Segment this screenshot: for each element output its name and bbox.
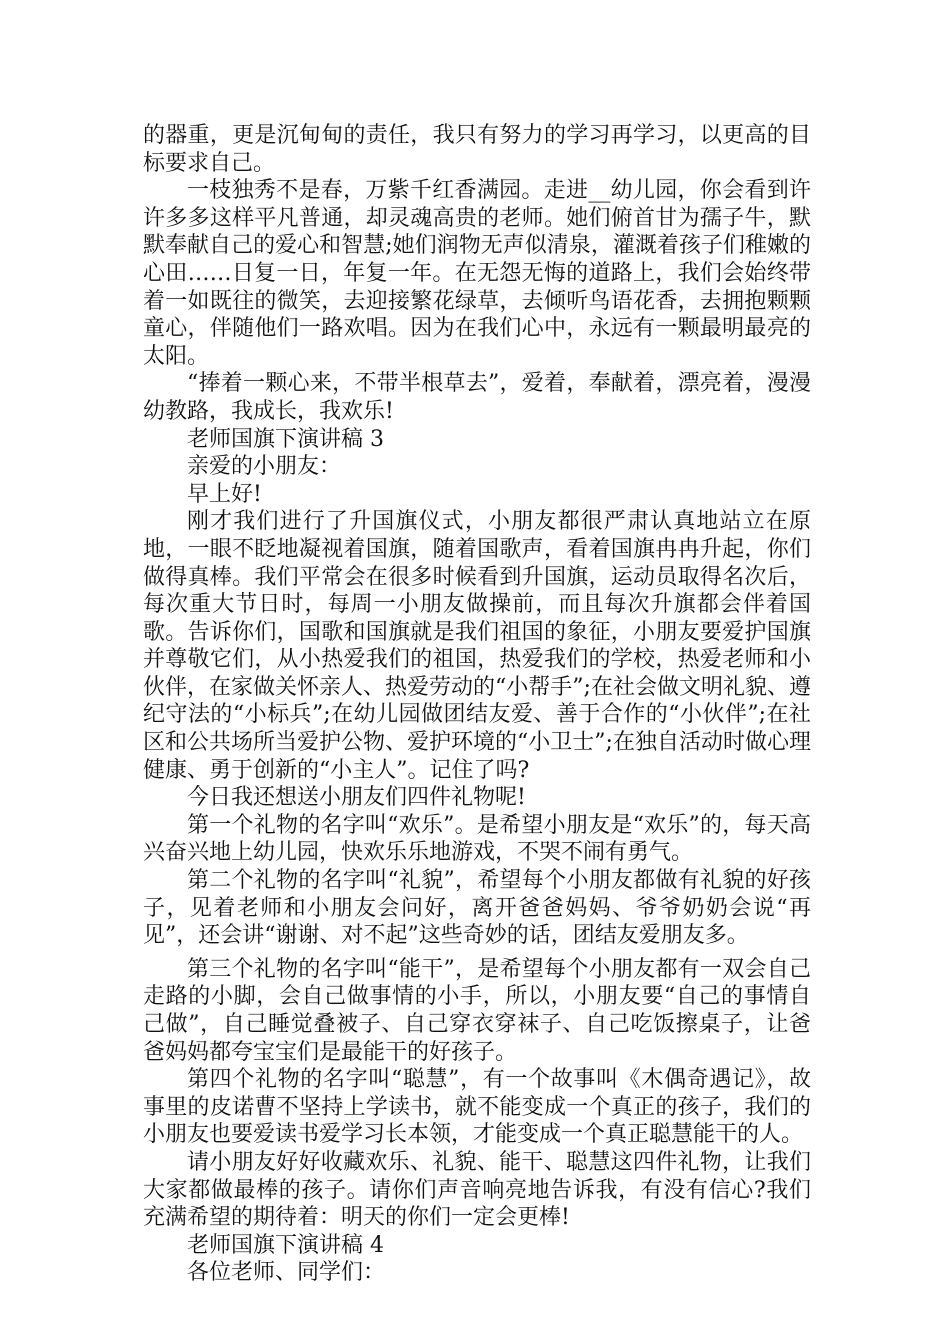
paragraph: 今日我还想送小朋友们四件礼物呢! <box>187 785 526 811</box>
salutation: 各位老师、同学们： <box>187 1260 386 1286</box>
paragraph: 刚才我们进行了升国旗仪式，小朋友都很严肃认真地站立在原地，一眼不眨地凝视着国旗，随着国歌声，看着国旗冉冉升起，你们做得真棒。我们平常会在很多时候看到升国旗，运动员取得名次后，每次重大节日时，每周一小朋友做操前，而且每次升旗都会伴着国歌。告诉你们，国歌和国旗就是我们祖国的象征，小朋友要爱护国旗并尊敬它们，从小热爱我们的祖国，热爱我们的学校，热爱老师和小伙伴，在家做关怀亲人、热爱劳动的“小帮手”;在社会做文明礼貌、遵纪守法的“小标兵”;在幼儿园做团结友爱、善于合作的“小伙伴”;在社区和公共场所当爱护公物、爱护环境的“小卫士”;在独自活动时做心理健康、勇于创新的“小主人”。记住了吗? <box>143 509 811 783</box>
salutation: 亲爱的小朋友： <box>187 454 342 480</box>
paragraph: 第三个礼物的名字叫“能干”，是希望每个小朋友都有一双会自己走路的小脚，会自己做事情的小手，所以，小朋友要“自己的事情自己做”，自己睡觉叠被子、自己穿衣穿袜子、自己吃饭擦桌子，让爸爸妈妈都夸宝宝们是最能干的好孩子。 <box>143 956 811 1065</box>
document-body <box>143 122 811 1287</box>
paragraph: 的器重，更是沉甸甸的责任，我只有努力的学习再学习，以更高的目标要求自己。 <box>143 123 811 176</box>
paragraph: 第四个礼物的名字叫“聪慧”，有一个故事叫《木偶奇遇记》，故事里的皮诺曹不坚持上学读书，就不能变成一个真正的孩子，我们的小朋友也要爱读书爱学习长本领，才能变成一个真正聪慧能干的人。 <box>143 1067 811 1148</box>
paragraph: 请小朋友好好收藏欢乐、礼貌、能干、聪慧这四件礼物，让我们大家都做最棒的孩子。请你们声音响亮地告诉我，有没有信心?我们充满希望的期待着：明天的你们一定会更棒! <box>143 1149 811 1231</box>
section-heading: 老师国旗下演讲稿 4 <box>187 1232 384 1258</box>
greeting: 早上好! <box>187 481 262 507</box>
paragraph: 一枝独秀不是春，万紫千红香满园。走进__幼儿园，你会看到许许多多这样平凡普通，却灵魂高贵的老师。她们俯首甘为孺子牛，默默奉献自己的爱心和智慧;她们润物无声似清泉，灌溉着孩子们稚嫩的心田……日复一日，年复一年。在无怨无悔的道路上，我们会始终带着一如既往的微笑，去迎接繁花绿草，去倾听鸟语花香，去拥抱颗颗童心，伴随他们一路欢唱。因为在我们心中，永远有一颗最明最亮的太阳。 <box>143 178 811 369</box>
section-heading: 老师国旗下演讲稿 3 <box>187 426 384 452</box>
paragraph: “捧着一颗心来，不带半根草去”，爱着，奉献着，漂亮着，漫漫幼教路，我成长，我欢乐! <box>143 371 811 424</box>
paragraph: 第一个礼物的名字叫“欢乐”。是希望小朋友是“欢乐”的，每天高兴奋兴地上幼儿园，快欢乐乐地游戏，不哭不闹有勇气。 <box>143 812 811 866</box>
paragraph: 第二个礼物的名字叫“礼貌”，希望每个小朋友都做有礼貌的好孩子，见着老师和小朋友会问好，离开爸爸妈妈、爷爷奶奶会说“再见”，还会讲“谢谢、对不起”这些奇妙的话，团结友爱朋友多。 <box>143 868 811 949</box>
